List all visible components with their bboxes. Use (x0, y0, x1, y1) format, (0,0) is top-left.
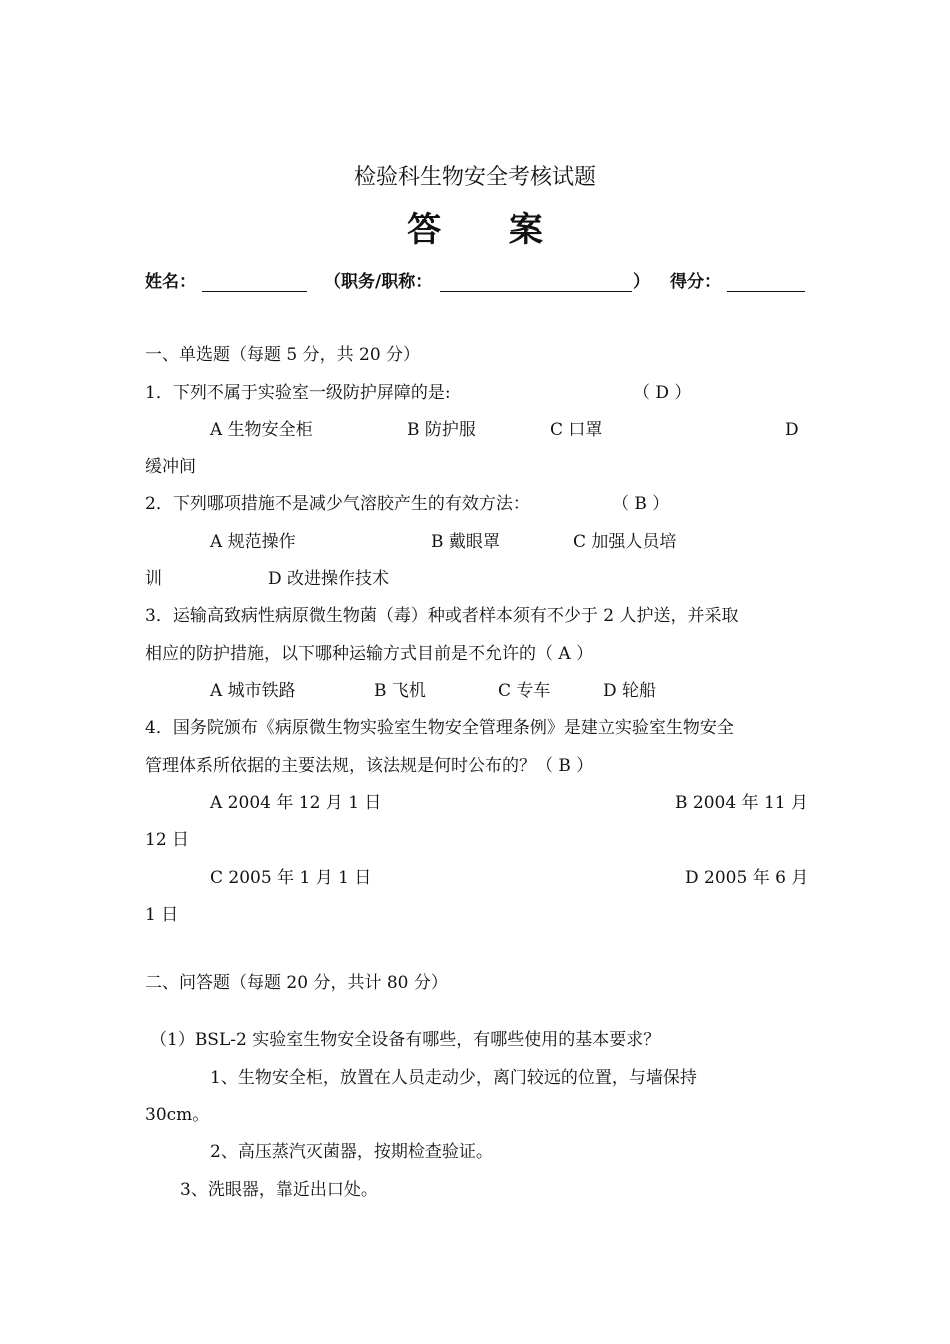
position-blank[interactable] (440, 291, 632, 292)
q1-option-a: A 生物安全柜 (210, 420, 313, 440)
q3-option-a: A 城市铁路 (210, 681, 296, 701)
q3-option-b: B 飞机 (374, 681, 426, 701)
q3-option-d: D 轮船 (603, 681, 657, 701)
q4-option-d: D 2005 年 6 月 (685, 868, 809, 888)
q2-text: 2．下列哪项措施不是减少气溶胶产生的有效方法： (145, 494, 530, 514)
q4-line1: 4．国务院颁布《病原微生物实验室生物安全管理条例》是建立实验室生物安全 (145, 718, 734, 738)
section2-a2: 2、高压蒸汽灭菌器，按期检查验证。 (210, 1142, 493, 1162)
section2-heading: 二、问答题（每题 20 分，共计 80 分） (145, 973, 448, 993)
q4-option-c: C 2005 年 1 月 1 日 (210, 868, 372, 888)
q1-option-d-wrap: 缓冲间 (145, 457, 196, 477)
q1-option-b: B 防护服 (407, 420, 476, 440)
q1-text: 1．下列不属于实验室一级防护屏障的是: (145, 383, 451, 403)
document-title: 检验科生物安全考核试题 (353, 165, 596, 190)
q3-option-c: C 专车 (498, 681, 551, 701)
q3-line2: 相应的防护措施，以下哪种运输方式目前是不允许的（ A ） (145, 644, 594, 664)
score-label: 得分： (670, 272, 721, 292)
q3-line1: 3．运输高致病性病原微生物菌（毒）种或者样本须有不少于 2 人护送，并采取 (145, 606, 739, 626)
q4-option-b: B 2004 年 11 月 (675, 793, 809, 813)
name-label: 姓名： (145, 272, 196, 292)
section2-a1-line2: 30cm。 (145, 1105, 210, 1125)
q2-option-c-wrap: 训 (145, 569, 162, 589)
q1-option-c: C 口罩 (550, 420, 603, 440)
name-blank[interactable] (202, 291, 307, 292)
q2-option-a: A 规范操作 (210, 532, 296, 552)
q2-option-b: B 戴眼罩 (431, 532, 500, 552)
section2-a1-line1: 1、生物安全柜，放置在人员走动少，离门较远的位置，与墙保持 (210, 1068, 697, 1088)
q1-answer: （ D ） (633, 383, 692, 403)
score-blank[interactable] (727, 291, 805, 292)
q4-option-b-wrap: 12 日 (145, 830, 190, 850)
answer-heading: 答 案 (407, 210, 571, 250)
q1-option-d: D (785, 420, 799, 440)
q2-option-c: C 加强人员培 (573, 532, 677, 552)
section1-heading: 一、单选题（每题 5 分，共 20 分） (145, 345, 421, 365)
q4-option-d-wrap: 1 日 (145, 905, 179, 925)
position-label: （职务/职称： (324, 272, 433, 292)
section2-a3: 3、洗眼器，靠近出口处。 (180, 1180, 378, 1200)
q4-option-a: A 2004 年 12 月 1 日 (210, 793, 382, 813)
q2-option-d: D 改进操作技术 (268, 569, 390, 589)
section2-q1: （1）BSL-2 实验室生物安全设备有哪些，有哪些使用的基本要求？ (150, 1030, 661, 1050)
position-close: ） (633, 272, 650, 292)
q2-answer: （ B ） (612, 494, 670, 514)
q4-line2: 管理体系所依据的主要法规，该法规是何时公布的？（ B ） (145, 756, 594, 776)
